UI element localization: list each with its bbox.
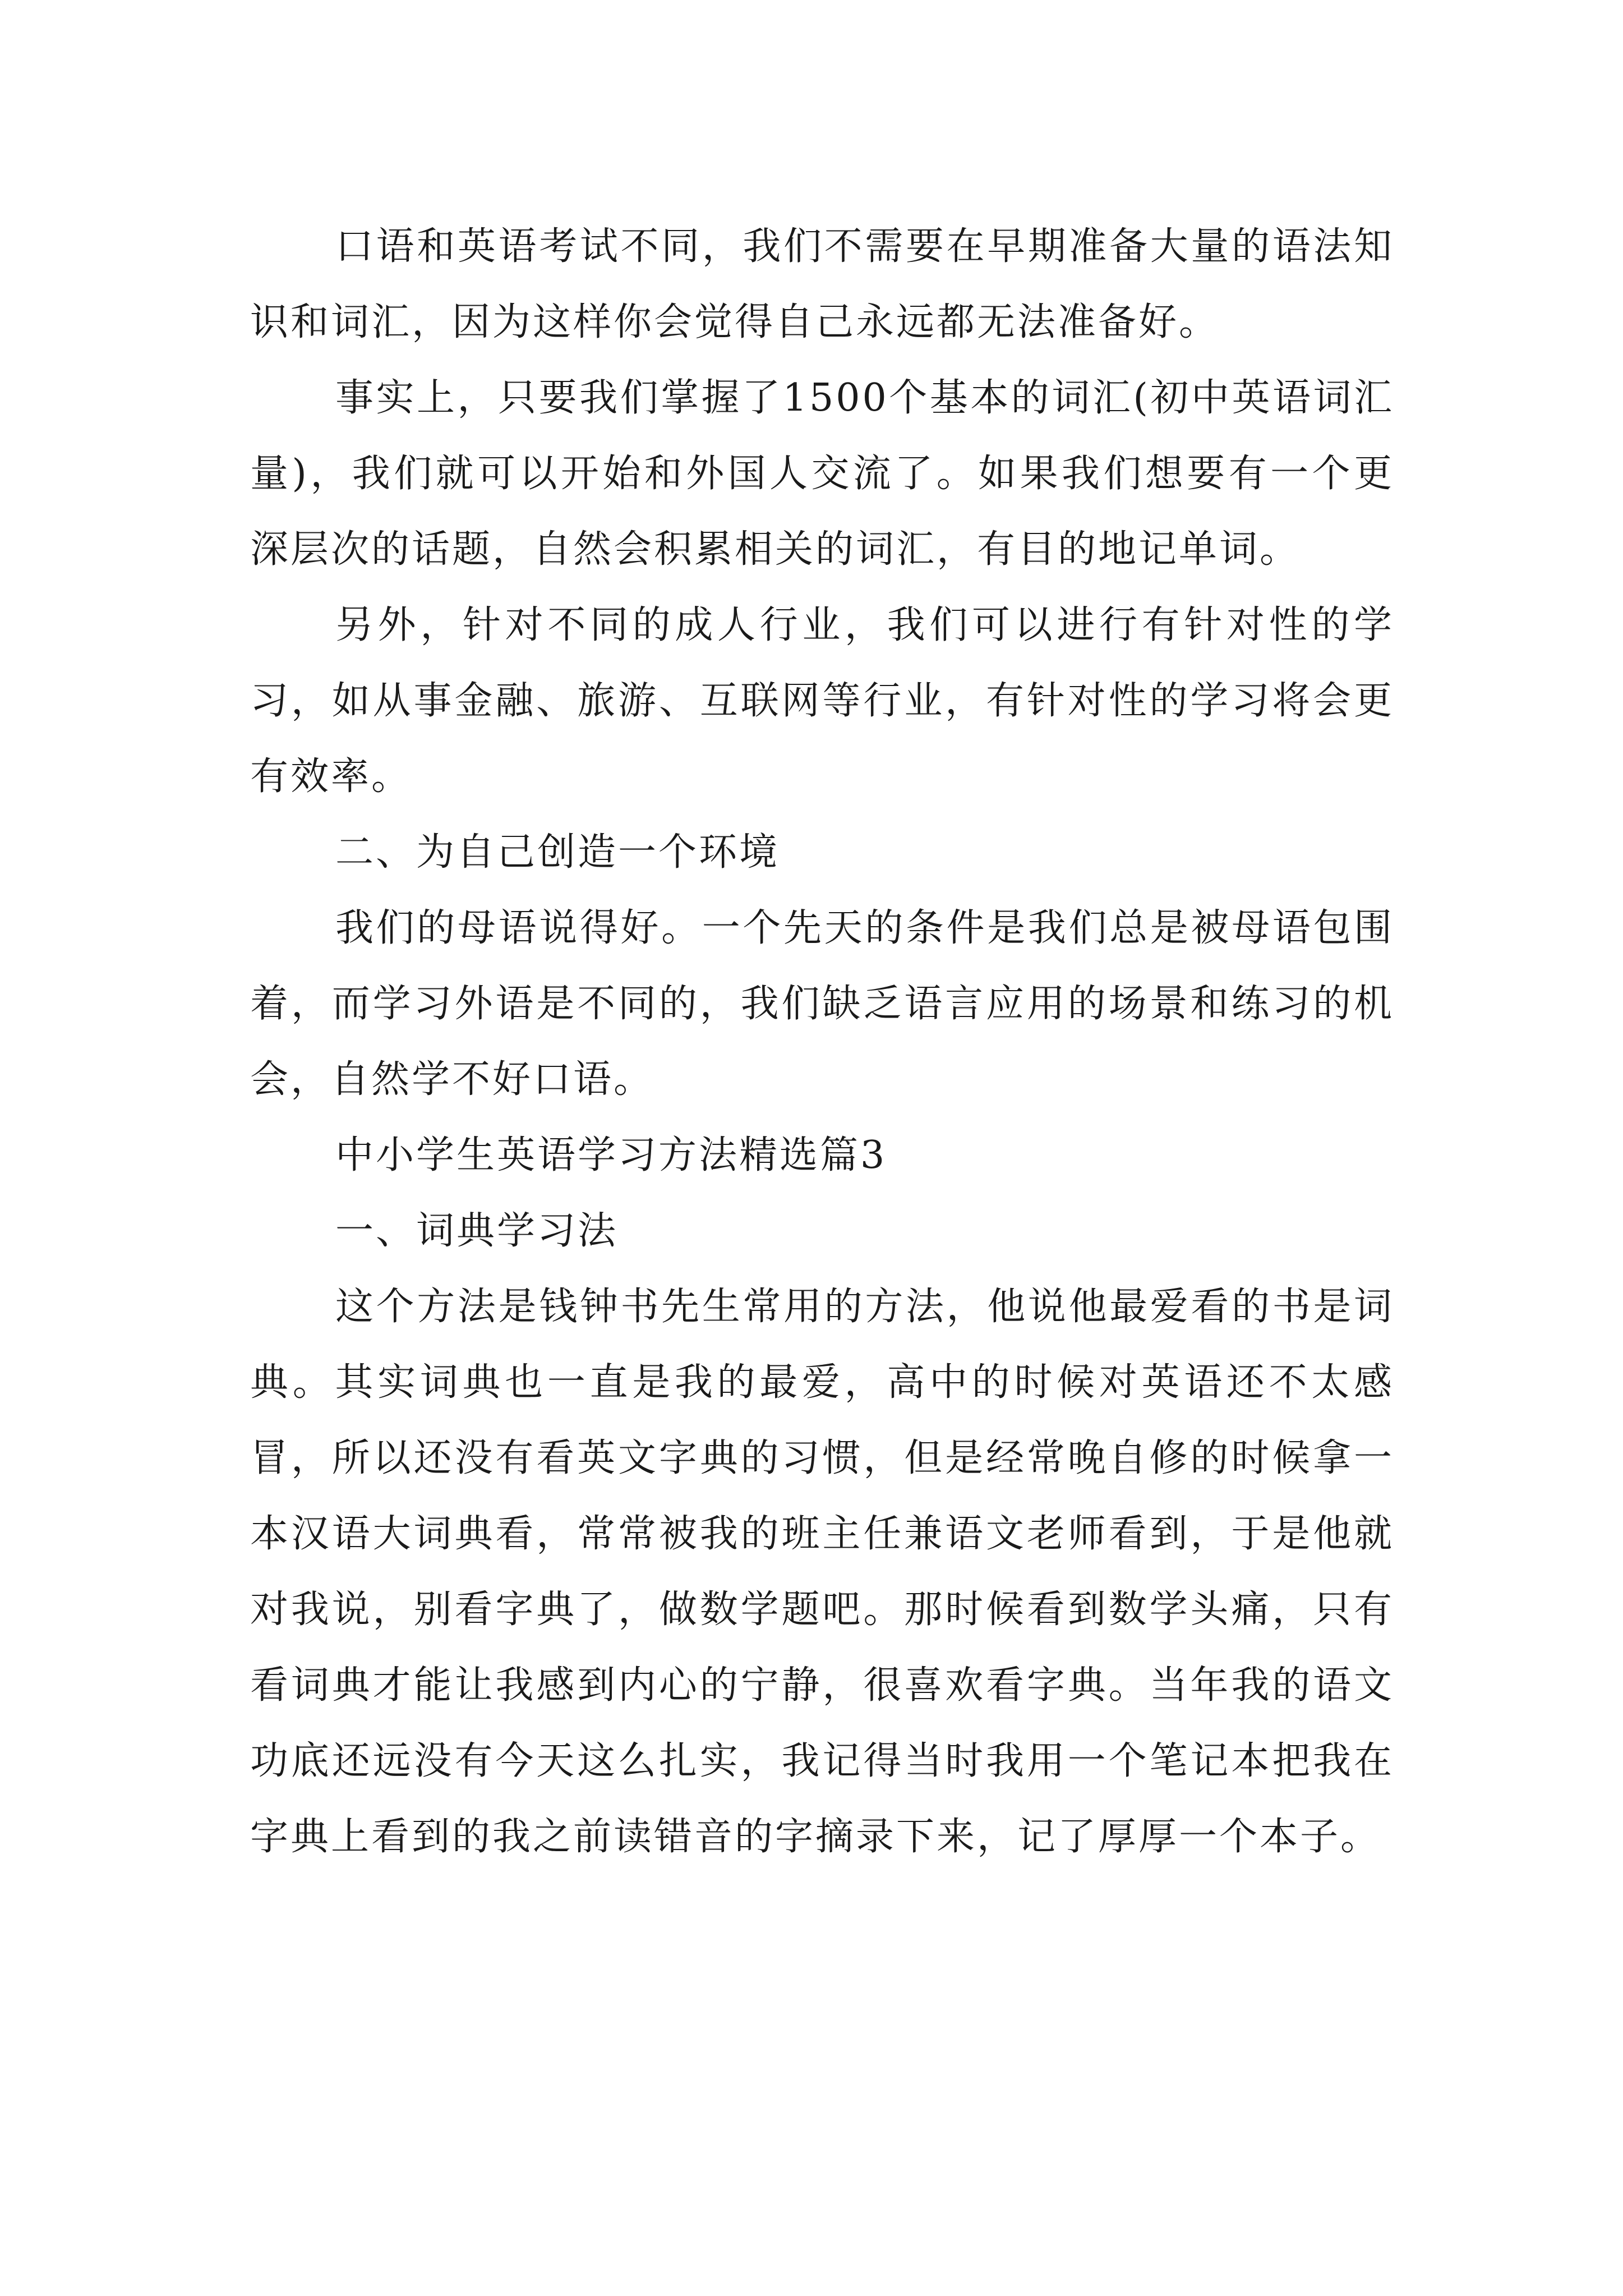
- paragraph-basic-vocabulary: 事实上，只要我们掌握了1500个基本的词汇(初中英语词汇量)，我们就可以开始和外国人交流了。如果我们想要有一个更深层次的话题，自然会积累相关的词汇，有目的地记单词。: [250, 376, 1394, 572]
- paragraph-dictionary-method: 这个方法是钱钟书先生常用的方法，他说他最爱看的书是词典。其实词典也一直是我的最爱，高中的时候对英语还不太感冒，所以还没有看英文字典的习惯，但是经常晚自修的时候拿一本汉语大词典看，常常被我的班主任兼语文老师看到，于是他就对我说，别看字典了，做数学题吧。那时候看到数学头痛，只有看词典才能让我感到内心的宁静，很喜欢看字典。当年我的语文功底还远没有今天这么扎实，我记得当时我用一个笔记本把我在字典上看到的我之前读错音的字摘录下来，记了厚厚一个本子。: [250, 1285, 1394, 1859]
- paragraph-industry-learning: 另外，针对不同的成人行业，我们可以进行有针对性的学习，如从事金融、旅游、互联网等行业，有针对性的学习将会更有效率。: [250, 603, 1394, 799]
- section-heading-dictionary: 一、词典学习法: [335, 1209, 619, 1253]
- document-body: [250, 209, 1394, 1875]
- section-heading-environment: 二、为自己创造一个环境: [335, 830, 780, 875]
- article-heading-part3: 中小学生英语学习方法精选篇3: [335, 1133, 887, 1177]
- paragraph-oral-vs-exam: 口语和英语考试不同，我们不需要在早期准备大量的语法知识和词汇，因为这样你会觉得自己永远都无法准备好。: [250, 224, 1394, 344]
- paragraph-mother-tongue: 我们的母语说得好。一个先天的条件是我们总是被母语包围着，而学习外语是不同的，我们缺乏语言应用的场景和练习的机会，自然学不好口语。: [250, 906, 1394, 1102]
